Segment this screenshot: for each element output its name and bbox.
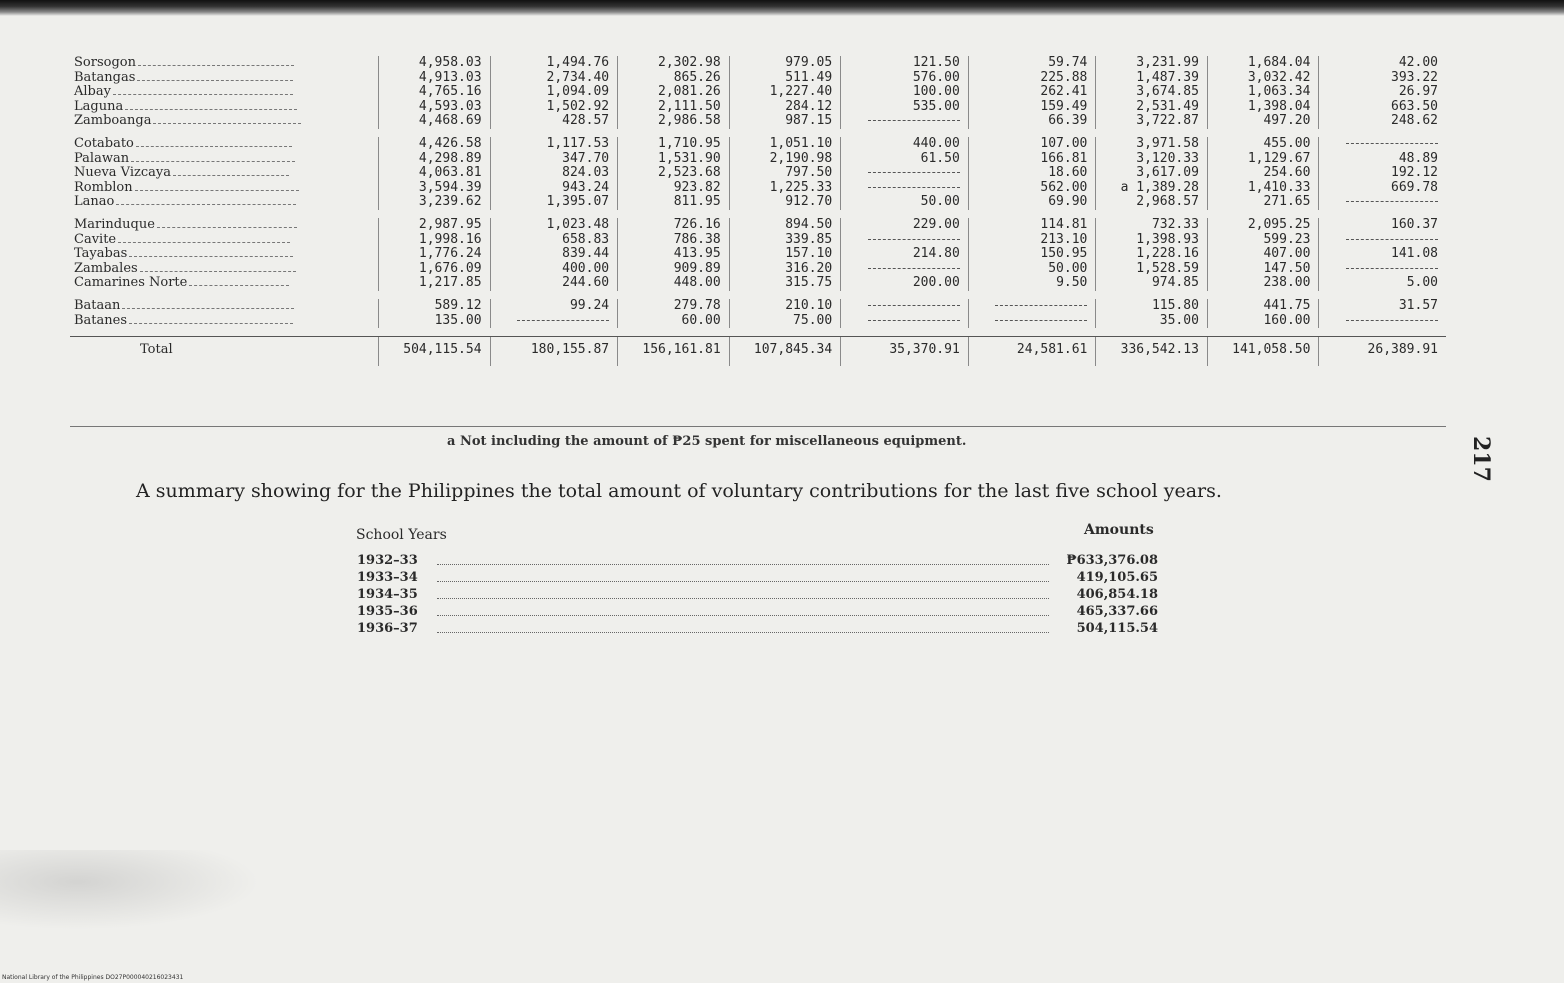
- table-cell: [841, 166, 969, 181]
- table-cell: [1319, 233, 1446, 248]
- summary-row: [357, 604, 1157, 621]
- province-name: Lanao: [70, 195, 379, 210]
- table-row: [70, 314, 1446, 329]
- table-cell: [968, 314, 1096, 329]
- total-cell: 504,115.54: [379, 337, 491, 366]
- table-cell: 3,032.42: [1207, 71, 1319, 86]
- table-cell: 3,674.85: [1096, 85, 1208, 100]
- table-cell: 3,120.33: [1096, 152, 1208, 167]
- province-name: Romblon: [70, 181, 379, 196]
- table-cell: 909.89: [618, 262, 730, 277]
- table-cell: 511.49: [729, 71, 841, 86]
- table-cell: 2,302.98: [618, 56, 730, 71]
- table-cell: 1,094.09: [490, 85, 618, 100]
- table-cell: 400.00: [490, 262, 618, 277]
- table-cell: 2,523.68: [618, 166, 730, 181]
- table-row: [70, 100, 1446, 115]
- school-year: 1934–35: [357, 587, 418, 602]
- amount: 406,854.18: [1076, 587, 1158, 602]
- province-name: Batangas: [70, 71, 379, 86]
- table-cell: 1,410.33: [1207, 181, 1319, 196]
- table-cell: 413.95: [618, 247, 730, 262]
- empty-dash: [868, 268, 960, 269]
- province-name: Cavite: [70, 233, 379, 248]
- table-cell: 1,676.09: [379, 262, 491, 277]
- table-cell: 210.10: [729, 299, 841, 314]
- table-cell: [1319, 137, 1446, 152]
- table-cell: 26.97: [1319, 85, 1446, 100]
- empty-dash: [868, 187, 960, 188]
- group-spacer: [70, 129, 1446, 137]
- table-cell: 75.00: [729, 314, 841, 329]
- total-cell: 336,542.13: [1096, 337, 1208, 366]
- table-cell: 393.22: [1319, 71, 1446, 86]
- table-cell: 214.80: [841, 247, 969, 262]
- table-row: [70, 233, 1446, 248]
- table-cell: 1,487.39: [1096, 71, 1208, 86]
- scan-smudge: [0, 850, 260, 930]
- table-cell: 107.00: [968, 137, 1096, 152]
- summary-heading: A summary showing for the Philippines the total amount of voluntary contributions for the last five school years.: [136, 480, 1222, 502]
- table-cell: [841, 181, 969, 196]
- table-cell: 2,987.95: [379, 218, 491, 233]
- table-cell: [1319, 314, 1446, 329]
- table-cell: 974.85: [1096, 276, 1208, 291]
- empty-dash: [868, 239, 960, 240]
- table-cell: 66.39: [968, 114, 1096, 129]
- table-row: [70, 195, 1446, 210]
- table-cell: 61.50: [841, 152, 969, 167]
- table-cell: 339.85: [729, 233, 841, 248]
- table-cell: 669.78: [1319, 181, 1446, 196]
- table-cell: 284.12: [729, 100, 841, 115]
- table-cell: 576.00: [841, 71, 969, 86]
- school-year: 1933–34: [357, 570, 418, 585]
- table-cell: 923.82: [618, 181, 730, 196]
- table-cell: 1,398.04: [1207, 100, 1319, 115]
- province-name: Bataan: [70, 299, 379, 314]
- table-cell: 1,051.10: [729, 137, 841, 152]
- table-cell: 279.78: [618, 299, 730, 314]
- table-cell: 160.00: [1207, 314, 1319, 329]
- empty-dash: [1346, 143, 1438, 144]
- empty-dash: [995, 305, 1087, 306]
- table-row: [70, 181, 1446, 196]
- table-row: [70, 152, 1446, 167]
- table-cell: [841, 314, 969, 329]
- table-row: [70, 218, 1446, 233]
- table-cell: 535.00: [841, 100, 969, 115]
- school-year: 1936–37: [357, 621, 418, 636]
- table-cell: 271.65: [1207, 195, 1319, 210]
- table-footnote: a Not including the amount of ₱25 spent for miscellaneous equipment.: [447, 434, 967, 449]
- table-cell: 2,095.25: [1207, 218, 1319, 233]
- summary-row: [357, 621, 1157, 638]
- table-cell: 1,684.04: [1207, 56, 1319, 71]
- table-cell: 1,531.90: [618, 152, 730, 167]
- table-cell: 2,081.26: [618, 85, 730, 100]
- table-cell: 1,398.93: [1096, 233, 1208, 248]
- table-cell: 786.38: [618, 233, 730, 248]
- total-cell: 141,058.50: [1207, 337, 1319, 366]
- table-cell: 160.37: [1319, 218, 1446, 233]
- table-cell: 48.89: [1319, 152, 1446, 167]
- table-row: [70, 71, 1446, 86]
- table-cell: 60.00: [618, 314, 730, 329]
- table-cell: 4,063.81: [379, 166, 491, 181]
- empty-dash: [995, 320, 1087, 321]
- table-cell: [841, 233, 969, 248]
- table-cell: 1,129.67: [1207, 152, 1319, 167]
- table-cell: 238.00: [1207, 276, 1319, 291]
- table-cell: 562.00: [968, 181, 1096, 196]
- table-cell: 147.50: [1207, 262, 1319, 277]
- table-cell: 811.95: [618, 195, 730, 210]
- table-cell: 1,502.92: [490, 100, 618, 115]
- table-cell: [841, 299, 969, 314]
- province-name: Sorsogon: [70, 56, 379, 71]
- table-cell: [968, 299, 1096, 314]
- table-cell: 50.00: [841, 195, 969, 210]
- table-cell: 4,913.03: [379, 71, 491, 86]
- province-name: Batanes: [70, 314, 379, 329]
- total-cell: 24,581.61: [968, 337, 1096, 366]
- table-cell: 726.16: [618, 218, 730, 233]
- amount: 504,115.54: [1076, 621, 1158, 636]
- table-bottom-rule: [70, 426, 1446, 427]
- empty-dash: [868, 120, 960, 121]
- table-cell: 254.60: [1207, 166, 1319, 181]
- table-row: [70, 85, 1446, 100]
- table-cell: 135.00: [379, 314, 491, 329]
- table-cell: 599.23: [1207, 233, 1319, 248]
- province-name: Camarines Norte: [70, 276, 379, 291]
- page-number: 217: [1468, 436, 1494, 482]
- table-cell: 497.20: [1207, 114, 1319, 129]
- school-year: 1932–33: [357, 553, 418, 568]
- summary-row: [357, 587, 1157, 604]
- table-cell: 979.05: [729, 56, 841, 71]
- table-cell: [841, 114, 969, 129]
- scan-top-edge: [0, 0, 1564, 16]
- table-cell: 262.41: [968, 85, 1096, 100]
- dot-leader: [437, 615, 1049, 616]
- table-cell: 213.10: [968, 233, 1096, 248]
- province-name: Marinduque: [70, 218, 379, 233]
- table-row: [70, 276, 1446, 291]
- province-name: Albay: [70, 85, 379, 100]
- table-cell: 987.15: [729, 114, 841, 129]
- table-cell: [841, 262, 969, 277]
- table-cell: 115.80: [1096, 299, 1208, 314]
- table-cell: 31.57: [1319, 299, 1446, 314]
- table-cell: 225.88: [968, 71, 1096, 86]
- table-cell: 4,958.03: [379, 56, 491, 71]
- table-cell: 18.60: [968, 166, 1096, 181]
- dot-leader: [437, 581, 1049, 582]
- summary-col-years: School Years: [356, 527, 447, 543]
- province-name: Laguna: [70, 100, 379, 115]
- table-cell: 50.00: [968, 262, 1096, 277]
- table-cell: 69.90: [968, 195, 1096, 210]
- empty-dash: [517, 320, 609, 321]
- table-cell: 3,231.99: [1096, 56, 1208, 71]
- table-cell: 894.50: [729, 218, 841, 233]
- table-cell: 5.00: [1319, 276, 1446, 291]
- table-cell: [490, 314, 618, 329]
- empty-dash: [1346, 201, 1438, 202]
- table-cell: 99.24: [490, 299, 618, 314]
- table-row: [70, 262, 1446, 277]
- table-cell: 4,426.58: [379, 137, 491, 152]
- table-cell: 59.74: [968, 56, 1096, 71]
- table-row: [70, 137, 1446, 152]
- province-name: Palawan: [70, 152, 379, 167]
- table-cell: 200.00: [841, 276, 969, 291]
- table-cell: 589.12: [379, 299, 491, 314]
- table-cell: 1,494.76: [490, 56, 618, 71]
- table-cell: a 1,389.28: [1096, 181, 1208, 196]
- empty-dash: [868, 172, 960, 173]
- province-name: Zamboanga: [70, 114, 379, 129]
- empty-dash: [868, 305, 960, 306]
- table-cell: 347.70: [490, 152, 618, 167]
- table-cell: 1,023.48: [490, 218, 618, 233]
- table-cell: 150.95: [968, 247, 1096, 262]
- summary-row: [357, 570, 1157, 587]
- table-cell: 824.03: [490, 166, 618, 181]
- table-cell: 2,111.50: [618, 100, 730, 115]
- dot-leader: [437, 632, 1049, 633]
- table-row: [70, 114, 1446, 129]
- table-cell: 1,528.59: [1096, 262, 1208, 277]
- table-cell: 1,776.24: [379, 247, 491, 262]
- empty-dash: [868, 320, 960, 321]
- amount: 419,105.65: [1076, 570, 1158, 585]
- total-cell: 156,161.81: [618, 337, 730, 366]
- table-cell: 3,722.87: [1096, 114, 1208, 129]
- total-cell: 107,845.34: [729, 337, 841, 366]
- table-cell: 121.50: [841, 56, 969, 71]
- table-cell: 4,468.69: [379, 114, 491, 129]
- province-name: Zambales: [70, 262, 379, 277]
- table-cell: 2,986.58: [618, 114, 730, 129]
- table-cell: 1,063.34: [1207, 85, 1319, 100]
- table-cell: 1,227.40: [729, 85, 841, 100]
- table-cell: 159.49: [968, 100, 1096, 115]
- table-cell: 732.33: [1096, 218, 1208, 233]
- table-cell: 244.60: [490, 276, 618, 291]
- table-cell: 943.24: [490, 181, 618, 196]
- table-cell: [1319, 262, 1446, 277]
- province-name: Cotabato: [70, 137, 379, 152]
- summary-row: [357, 553, 1157, 570]
- table-cell: 157.10: [729, 247, 841, 262]
- total-cell: 26,389.91: [1319, 337, 1446, 366]
- group-spacer: [70, 291, 1446, 299]
- table-cell: 3,239.62: [379, 195, 491, 210]
- school-year: 1935–36: [357, 604, 418, 619]
- table-cell: 441.75: [1207, 299, 1319, 314]
- table-cell: 658.83: [490, 233, 618, 248]
- group-spacer: [70, 328, 1446, 337]
- table-cell: 4,593.03: [379, 100, 491, 115]
- table-cell: 440.00: [841, 137, 969, 152]
- table-cell: 839.44: [490, 247, 618, 262]
- table-cell: 100.00: [841, 85, 969, 100]
- table-cell: 1,228.16: [1096, 247, 1208, 262]
- total-cell: 35,370.91: [841, 337, 969, 366]
- table-cell: 166.81: [968, 152, 1096, 167]
- table-cell: 316.20: [729, 262, 841, 277]
- table-cell: 797.50: [729, 166, 841, 181]
- table-cell: 407.00: [1207, 247, 1319, 262]
- dot-leader: [437, 564, 1049, 565]
- table-cell: 1,217.85: [379, 276, 491, 291]
- table-cell: 3,617.09: [1096, 166, 1208, 181]
- table-cell: 865.26: [618, 71, 730, 86]
- total-row: [70, 337, 1446, 366]
- empty-dash: [1346, 320, 1438, 321]
- summary-col-amounts: Amounts: [1084, 522, 1154, 538]
- table-cell: 192.12: [1319, 166, 1446, 181]
- table-cell: [1319, 195, 1446, 210]
- table-cell: 141.08: [1319, 247, 1446, 262]
- table-cell: 2,190.98: [729, 152, 841, 167]
- table-cell: 1,998.16: [379, 233, 491, 248]
- table-cell: 1,225.33: [729, 181, 841, 196]
- province-name: Tayabas: [70, 247, 379, 262]
- table-cell: 42.00: [1319, 56, 1446, 71]
- table-row: [70, 247, 1446, 262]
- total-label: Total: [70, 337, 379, 366]
- table-cell: 35.00: [1096, 314, 1208, 329]
- group-spacer: [70, 210, 1446, 218]
- table-cell: 448.00: [618, 276, 730, 291]
- table-cell: 248.62: [1319, 114, 1446, 129]
- table-cell: 229.00: [841, 218, 969, 233]
- table-cell: 3,594.39: [379, 181, 491, 196]
- table-cell: 2,734.40: [490, 71, 618, 86]
- amount: ₱633,376.08: [1066, 553, 1158, 568]
- table-cell: 315.75: [729, 276, 841, 291]
- table-cell: 1,395.07: [490, 195, 618, 210]
- table-cell: 9.50: [968, 276, 1096, 291]
- table-cell: 428.57: [490, 114, 618, 129]
- province-name: Nueva Vizcaya: [70, 166, 379, 181]
- empty-dash: [1346, 239, 1438, 240]
- dot-leader: [437, 598, 1049, 599]
- table-cell: 912.70: [729, 195, 841, 210]
- amount: 465,337.66: [1076, 604, 1158, 619]
- empty-dash: [1346, 268, 1438, 269]
- table-cell: 455.00: [1207, 137, 1319, 152]
- contributions-table: [70, 56, 1446, 366]
- scan-credit: National Library of the Philippines DO27P000040216023431: [2, 974, 184, 981]
- table-row: [70, 299, 1446, 314]
- table-cell: 2,968.57: [1096, 195, 1208, 210]
- total-cell: 180,155.87: [490, 337, 618, 366]
- table-row: [70, 56, 1446, 71]
- table-cell: 4,298.89: [379, 152, 491, 167]
- table-row: [70, 166, 1446, 181]
- table-cell: 1,710.95: [618, 137, 730, 152]
- table-cell: 1,117.53: [490, 137, 618, 152]
- table-cell: 663.50: [1319, 100, 1446, 115]
- table-cell: 2,531.49: [1096, 100, 1208, 115]
- table-cell: 3,971.58: [1096, 137, 1208, 152]
- table-cell: 4,765.16: [379, 85, 491, 100]
- table-cell: 114.81: [968, 218, 1096, 233]
